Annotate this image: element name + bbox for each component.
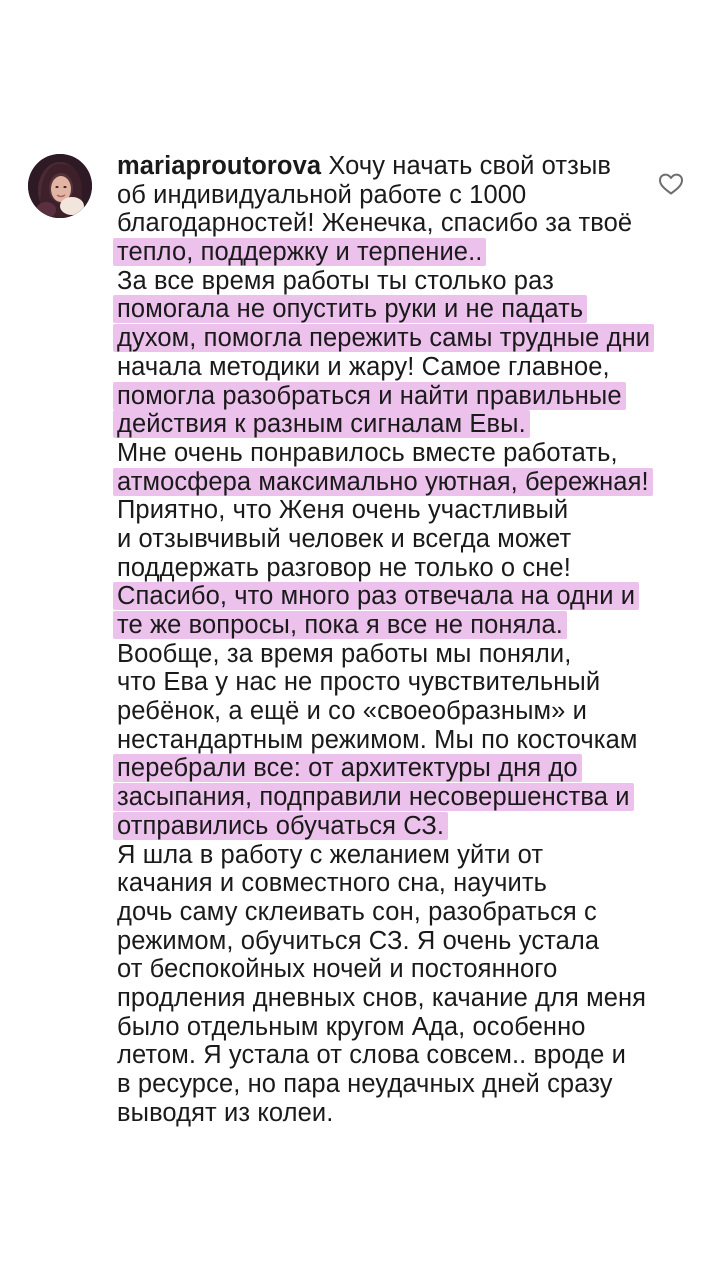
- comment-line-text: Вообще, за время работы мы поняли,: [117, 639, 572, 668]
- comment-line: [117, 927, 647, 956]
- comment-line: [117, 295, 647, 324]
- comment-line-text: Я шла в работу с желанием уйти от: [117, 840, 544, 869]
- comment-line: [117, 181, 647, 210]
- highlighted-text: Спасибо, что много раз отвечала на одни и: [113, 582, 639, 610]
- highlighted-text: отправились обучаться СЗ.: [113, 812, 448, 840]
- comment-line-text: было отдельным кругом Ада, особенно: [117, 1012, 586, 1041]
- comment-line-text: выводят из колеи.: [117, 1098, 334, 1127]
- comment-line: [117, 898, 647, 927]
- comment-line-text: в ресурсе, но пара неудачных дней сразу: [117, 1070, 613, 1098]
- comment-line-text: дочь саму склеивать сон, разобраться с: [117, 897, 597, 926]
- comment-line-text: благодарностей! Женечка, спасибо за твоё: [117, 209, 633, 238]
- comment-line: [117, 841, 647, 870]
- comment-line-text: Приятно, что Женя очень участливый: [117, 496, 569, 525]
- highlighted-text: помогла разобраться и найти правильные: [113, 382, 626, 410]
- comment-line: [117, 697, 647, 726]
- comment-line: [117, 267, 647, 296]
- comment-line: [117, 468, 647, 497]
- heart-outline-icon[interactable]: [658, 172, 684, 196]
- comment-line-text: За все время работы ты столько раз: [117, 266, 554, 295]
- comment-lines: [117, 180, 651, 1128]
- comment-line: [117, 353, 647, 382]
- comment-line-text: Мне очень понравилось вместе работать,: [117, 438, 618, 467]
- comment-line: [117, 754, 647, 783]
- highlighted-text: перебрали все: от архитектуры дня до: [113, 754, 582, 782]
- comment-line: [117, 554, 647, 583]
- comment-line: [117, 152, 647, 181]
- user-avatar[interactable]: [28, 154, 92, 218]
- comment-line: [117, 869, 647, 898]
- comment-line-text: нестандартным режимом. Мы по косточкам: [117, 725, 638, 754]
- comment-line-text: об индивидуальной работе с 1000: [117, 180, 527, 209]
- comment-line: [117, 382, 647, 411]
- comment-line: [117, 496, 647, 525]
- avatar-image: [28, 154, 92, 218]
- comment-line-text: от беспокойных ночей и постоянного: [117, 955, 558, 984]
- comment-line: [117, 1041, 647, 1070]
- comment-line-text: и отзывчивый человек и всегда может: [117, 524, 572, 553]
- comment-line-text: начала методики и жару! Самое главное,: [117, 352, 610, 381]
- comment-line: [117, 525, 647, 554]
- highlighted-text: духом, помогла пережить самы трудные дни: [113, 324, 654, 352]
- highlighted-text: засыпания, подправили несовершенства и: [113, 783, 634, 811]
- comment-line: [117, 238, 647, 267]
- highlighted-text: действия к разным сигналам Евы.: [113, 410, 530, 438]
- comment-line-text: поддержать разговор не только о сне!: [117, 553, 571, 582]
- comment-line: [117, 783, 647, 812]
- comment-line: [117, 1099, 647, 1128]
- comment-line: [117, 726, 647, 755]
- comment-line-text: режимом, обучиться СЗ. Я очень устала: [117, 926, 600, 955]
- comment-line: [117, 209, 647, 238]
- comment-line-text: качания и совместного сна, научить: [117, 869, 548, 898]
- comment-line: [117, 324, 651, 353]
- comment-line: [117, 984, 647, 1013]
- comment-line: [117, 611, 647, 640]
- comment-line: [117, 955, 647, 984]
- username[interactable]: mariaproutorova: [117, 152, 322, 180]
- comment-line: [117, 812, 647, 841]
- comment-text: [117, 152, 651, 1127]
- comment-line-text: ребёнок, а ещё и со «своеобразным» и: [117, 697, 587, 726]
- comment-line: [117, 410, 647, 439]
- comment-line-text: что Ева у нас не просто чувствительный: [117, 668, 601, 697]
- comment-line: [117, 439, 647, 468]
- highlighted-text: атмосфера максимально уютная, бережная!: [113, 468, 653, 496]
- comment-line: [117, 1013, 647, 1042]
- comment-first-line: Хочу начать свой отзыв: [321, 152, 612, 180]
- comment-line-text: летом. Я устала от слова совсем.. вроде и: [117, 1041, 626, 1070]
- highlighted-text: помогала не опустить руки и не падать: [113, 295, 587, 323]
- comment-line: [117, 1070, 647, 1099]
- comment-line: [117, 582, 647, 611]
- comment-line: [117, 668, 647, 697]
- highlighted-text: тепло, поддержку и терпение..: [113, 238, 486, 266]
- comment-line: [117, 640, 647, 669]
- highlighted-text: те же вопросы, пока я все не поняла.: [113, 611, 567, 639]
- comment-line-text: продления дневных снов, качание для меня: [117, 983, 647, 1012]
